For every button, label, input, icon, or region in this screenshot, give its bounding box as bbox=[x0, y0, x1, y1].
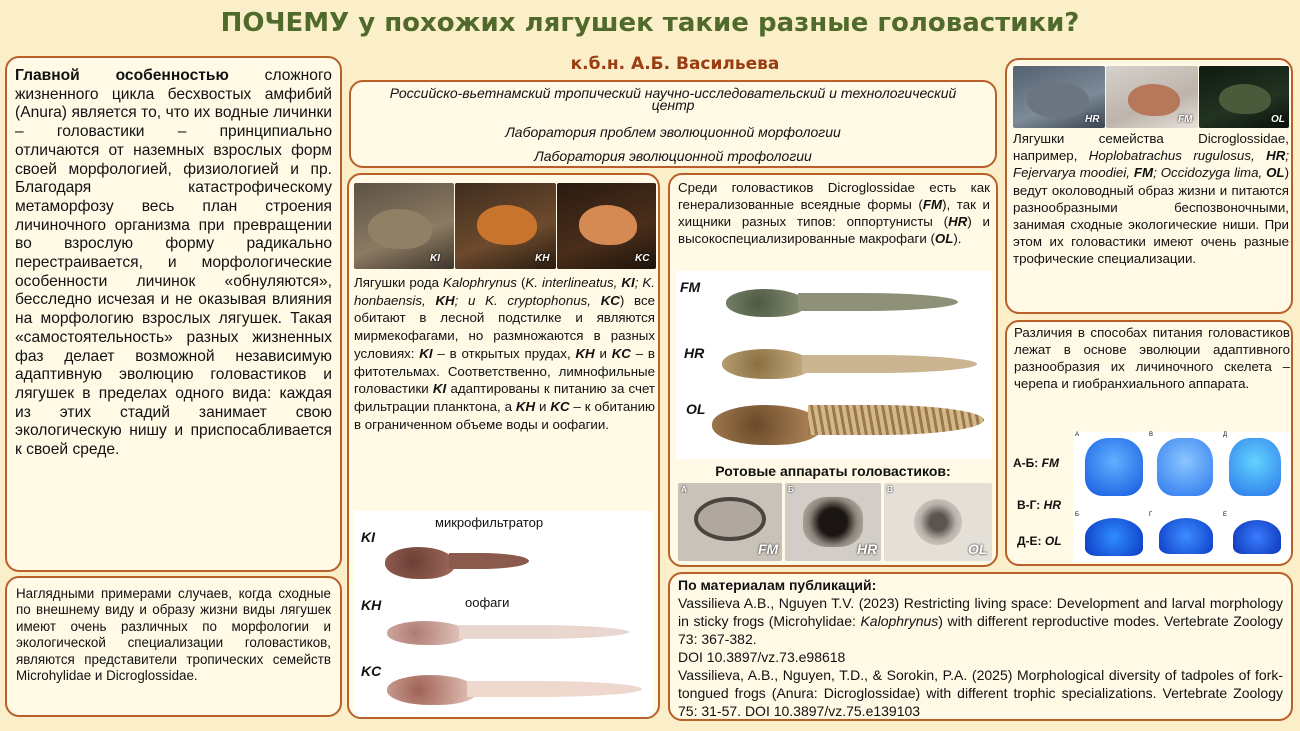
hyobranchial-fm bbox=[1085, 518, 1143, 556]
panel-letter: Б bbox=[1075, 512, 1079, 518]
text-run: ) все обитают в лесной подстилке и являются мирмекофагами, но размножаются в разных условиях: bbox=[354, 292, 655, 361]
tadpole-label-kh: KH bbox=[361, 597, 382, 613]
dicroglossidae-frogs-box bbox=[1005, 58, 1293, 314]
frog-photo-hr bbox=[1013, 66, 1105, 128]
tadpole-body bbox=[385, 547, 455, 579]
frog-photo-tag: KI bbox=[430, 253, 440, 264]
text-run: ) ведут околоводный образ жизни и питаются разнообразными беспозвоночными, занимая сходные экологические ниши. При этом их головастики имеют очень разные трофические специализации. bbox=[1013, 165, 1289, 267]
frog-photo-tag: KH bbox=[535, 253, 550, 264]
tadpole-label-ol: OL bbox=[686, 401, 706, 417]
examples-box bbox=[5, 576, 342, 717]
reference-2: Vassilieva, A.B., Nguyen, T.D., & Sorokin, P.A. (2025) Morphological diversity of tadpoles of fork-tongued frogs (Anura: Dicroglossidae) with different trophic specializations. Vertebrate Zoology 75: 31-57. DOI 10.3897/vz.75.e139103 bbox=[678, 667, 1283, 719]
panel-letter: Г bbox=[1149, 512, 1153, 518]
text-run: ) и высокоспециализированные макрофаги ( bbox=[678, 214, 990, 246]
skeleton-box bbox=[1005, 320, 1293, 566]
reference-1-doi: DOI 10.3897/vz.73.e98618 bbox=[678, 649, 846, 665]
dicroglossidae-tadpoles-panel bbox=[676, 271, 992, 459]
text-run: адаптированы к питанию за счет фильтрации планктона, а bbox=[354, 381, 656, 414]
skeleton-row-label bbox=[1017, 534, 1062, 548]
species-name: ; и K. cryptophonus, bbox=[454, 292, 591, 308]
tadpole-body bbox=[712, 405, 822, 445]
species-code: KC bbox=[550, 398, 570, 414]
frog-photo-ki bbox=[354, 183, 454, 269]
kalophrynus-tadpoles-panel bbox=[353, 511, 653, 717]
tadpole-tail bbox=[802, 355, 977, 373]
frog-photo-tag: OL bbox=[1271, 114, 1285, 125]
text-run: Лягушки семейства Dicroglossidae, например, bbox=[1013, 131, 1289, 164]
mouthpart-fm bbox=[678, 483, 782, 561]
text-run: ) with different reproductive modes. Vertebrate Zoology 73: 367-382. bbox=[678, 613, 1283, 647]
references-box bbox=[668, 572, 1293, 721]
genus-name: Kalophrynus bbox=[443, 275, 517, 290]
species-code: OL bbox=[1266, 165, 1285, 181]
frog-photo-tag: KC bbox=[635, 253, 650, 264]
mouthpart-ol bbox=[884, 483, 992, 561]
tadpole-tail bbox=[798, 293, 958, 311]
species-name: ; Occidozyga lima, bbox=[1153, 165, 1263, 181]
species-code: KC bbox=[600, 292, 620, 308]
dicroglossidae-tadpoles-box bbox=[668, 173, 998, 567]
tadpole-tail bbox=[459, 625, 629, 639]
tadpole-label-fm: FM bbox=[680, 279, 701, 295]
frog-body bbox=[477, 205, 537, 245]
text-run: – в открытых прудах, bbox=[437, 345, 571, 361]
label-oophage: оофаги bbox=[465, 595, 510, 610]
label-microfiltrator: микрофильтратор bbox=[435, 515, 544, 530]
kalophrynus-text bbox=[354, 274, 655, 433]
tadpole-kh bbox=[387, 617, 637, 649]
mouthpart-letter: В bbox=[887, 485, 893, 494]
mouth-disc bbox=[803, 497, 863, 547]
skeleton-row-label bbox=[1017, 498, 1061, 512]
text-run: Лягушки рода bbox=[354, 275, 440, 290]
tadpole-ki bbox=[385, 539, 565, 579]
tadpole-label-kc: KC bbox=[361, 663, 382, 679]
row-prefix: Д-Е: bbox=[1017, 534, 1042, 548]
tadpole-tail bbox=[449, 553, 529, 569]
examples-text: Наглядными примерами случаев, когда сходные по внешнему виду и образу жизни виды лягушек имеют очень различных по морфологии и экологической специализации головастиков, являются представители тропических семейств Microhylidae и Dicroglossidae. bbox=[16, 586, 331, 684]
panel-letter: В bbox=[1149, 432, 1154, 438]
skull-ol bbox=[1229, 438, 1281, 496]
species-code: KC bbox=[611, 345, 631, 361]
affiliation-line-1: Российско-вьетнамский тропический научно-исследовательский и технологический центр bbox=[389, 85, 957, 113]
species-code: KI bbox=[621, 275, 635, 290]
species-code: HR bbox=[948, 214, 968, 229]
intro-box bbox=[5, 56, 342, 572]
mouthparts-title: Ротовые аппараты головастиков: bbox=[715, 463, 951, 479]
references-heading: По материалам публикаций: bbox=[678, 577, 877, 593]
frog-photo-ol bbox=[1199, 66, 1289, 128]
row-code: FM bbox=[1041, 456, 1059, 470]
tadpole-label-ki: KI bbox=[361, 529, 375, 545]
frog-photo-kh bbox=[455, 183, 556, 269]
species-code: KI bbox=[419, 345, 433, 361]
tadpole-ol bbox=[712, 397, 988, 449]
dicroglossidae-right-text bbox=[1013, 130, 1289, 268]
row-code: OL bbox=[1044, 534, 1062, 548]
species-code: HR bbox=[1266, 148, 1286, 164]
species-code: KH bbox=[575, 345, 595, 361]
mouthpart-hr bbox=[785, 483, 881, 561]
frog-body bbox=[1219, 84, 1271, 114]
tadpole-body bbox=[387, 675, 477, 705]
frog-body bbox=[579, 205, 637, 245]
mouthpart-letter: Б bbox=[788, 485, 794, 494]
text-run: ). bbox=[953, 231, 962, 246]
row-prefix: В-Г: bbox=[1017, 498, 1041, 512]
mouthpart-tag: HR bbox=[857, 541, 878, 557]
intro-lead: Главной особенностью bbox=[15, 67, 229, 84]
tadpole-fm bbox=[726, 285, 966, 321]
text-run: ( bbox=[520, 275, 526, 290]
species-name: ; Fejervarya moodiei, bbox=[1013, 148, 1290, 181]
frog-photo-fm bbox=[1106, 66, 1198, 128]
skeleton-row-label bbox=[1013, 456, 1059, 470]
skeleton-text: Различия в способах питания головастиков лежат в основе эволюции адаптивного разнообразия их личиночного скелета – черепа и гиобранхиального аппарата. bbox=[1014, 325, 1290, 391]
genus-name: Kalophrynus bbox=[860, 613, 939, 629]
frog-body bbox=[1128, 84, 1180, 116]
affiliation-line-3: Лаборатория эволюционной трофологии bbox=[534, 148, 812, 164]
kalophrynus-box bbox=[347, 173, 660, 719]
affiliation-box bbox=[349, 80, 997, 168]
mouthpart-tag: FM bbox=[758, 541, 779, 557]
species-name: Hoplobatrachus rugulosus, bbox=[1088, 148, 1255, 164]
hyobranchial-ol bbox=[1233, 520, 1281, 554]
tadpole-kc bbox=[387, 669, 647, 709]
species-code: KH bbox=[515, 398, 536, 414]
species-code: KI bbox=[432, 381, 447, 397]
dicroglossidae-mid-text bbox=[678, 179, 990, 247]
mouthpart-tag: OL bbox=[968, 541, 988, 557]
tadpole-tail bbox=[808, 405, 984, 435]
mouthpart-letter: А bbox=[681, 485, 687, 494]
panel-letter: А bbox=[1075, 432, 1080, 438]
frog-photo-tag: FM bbox=[1178, 114, 1193, 125]
tadpole-label-hr: HR bbox=[684, 345, 705, 361]
frog-photo-tag: HR bbox=[1085, 114, 1100, 125]
frog-body bbox=[1027, 82, 1089, 118]
species-code: KH bbox=[435, 292, 455, 308]
hyobranchial-hr bbox=[1159, 518, 1213, 554]
row-code: HR bbox=[1043, 498, 1061, 512]
species-code: FM bbox=[1133, 165, 1154, 181]
mouth-disc bbox=[914, 499, 962, 545]
text-run: ), так и хищники разных типов: оппортунисты ( bbox=[678, 197, 990, 229]
skull-hr bbox=[1157, 438, 1213, 496]
skeleton-image-panel bbox=[1073, 432, 1291, 562]
intro-text bbox=[15, 67, 332, 460]
text-run: – в фитотельмах. Соответственно, лимнофильные головастики bbox=[354, 345, 655, 397]
text-run: и bbox=[539, 398, 547, 414]
tadpole-body bbox=[722, 349, 812, 379]
intro-body: сложного жизненного цикла бесхвостых амфибий (Anura) является то, что их водные личинки – головастики – принципиально отличаются от наземных взрослых форм своей морфологией, физиологией и пр. Благодаря катастрофическому метаморфозу весь план строения личиночного организма при превращении во взрослую форму радикально перестраивается, и морфологические особенности личинок «обнуляются», бесследно исчезая и не оказывая влияния на морфологию взрослых лягушек. Такая «самостоятельность» разных жизненных фаз делает возможной независимую адаптивную эволюцию головастиков и лягушек в пределах одного вида: каждая из этих стадий занимает свою экологическую нишу и приспосабливается к своей среде. bbox=[15, 67, 332, 459]
skull-fm bbox=[1085, 438, 1143, 496]
poster-title: ПОЧЕМУ у похожих лягушек такие разные головастики? bbox=[220, 8, 1080, 38]
poster-author: к.б.н. А.Б. Васильева bbox=[570, 54, 780, 74]
tadpole-body bbox=[387, 621, 467, 645]
text-run: Среди головастиков Dicroglossidae есть как генерализованные всеядные формы ( bbox=[678, 180, 990, 212]
text-run: – к обитанию в ограниченном объеме воды и оофагии. bbox=[354, 398, 656, 432]
tadpole-body bbox=[726, 289, 806, 317]
frog-photo-kc bbox=[557, 183, 656, 269]
species-code: FM bbox=[922, 197, 943, 212]
text-run: Vassilieva A.B., Nguyen T.V. (2023) Restricting living space: Development and larval morphology in sticky frogs (Microhylidae: bbox=[678, 595, 1283, 629]
species-name: K. interlineatus, bbox=[525, 275, 618, 290]
panel-letter: Е bbox=[1223, 512, 1228, 518]
affiliation-line-2: Лаборатория проблем эволюционной морфологии bbox=[505, 124, 841, 140]
tadpole-hr bbox=[722, 345, 982, 381]
frog-body bbox=[368, 209, 432, 249]
species-name: ; K. honbaensis, bbox=[354, 275, 655, 308]
tadpole-tail bbox=[467, 681, 642, 697]
species-code: OL bbox=[934, 231, 954, 246]
mouth-disc bbox=[694, 497, 766, 541]
text-run: и bbox=[599, 345, 607, 361]
row-prefix: А-Б: bbox=[1013, 456, 1039, 470]
panel-letter: Д bbox=[1223, 432, 1228, 438]
reference-1 bbox=[678, 594, 1283, 648]
